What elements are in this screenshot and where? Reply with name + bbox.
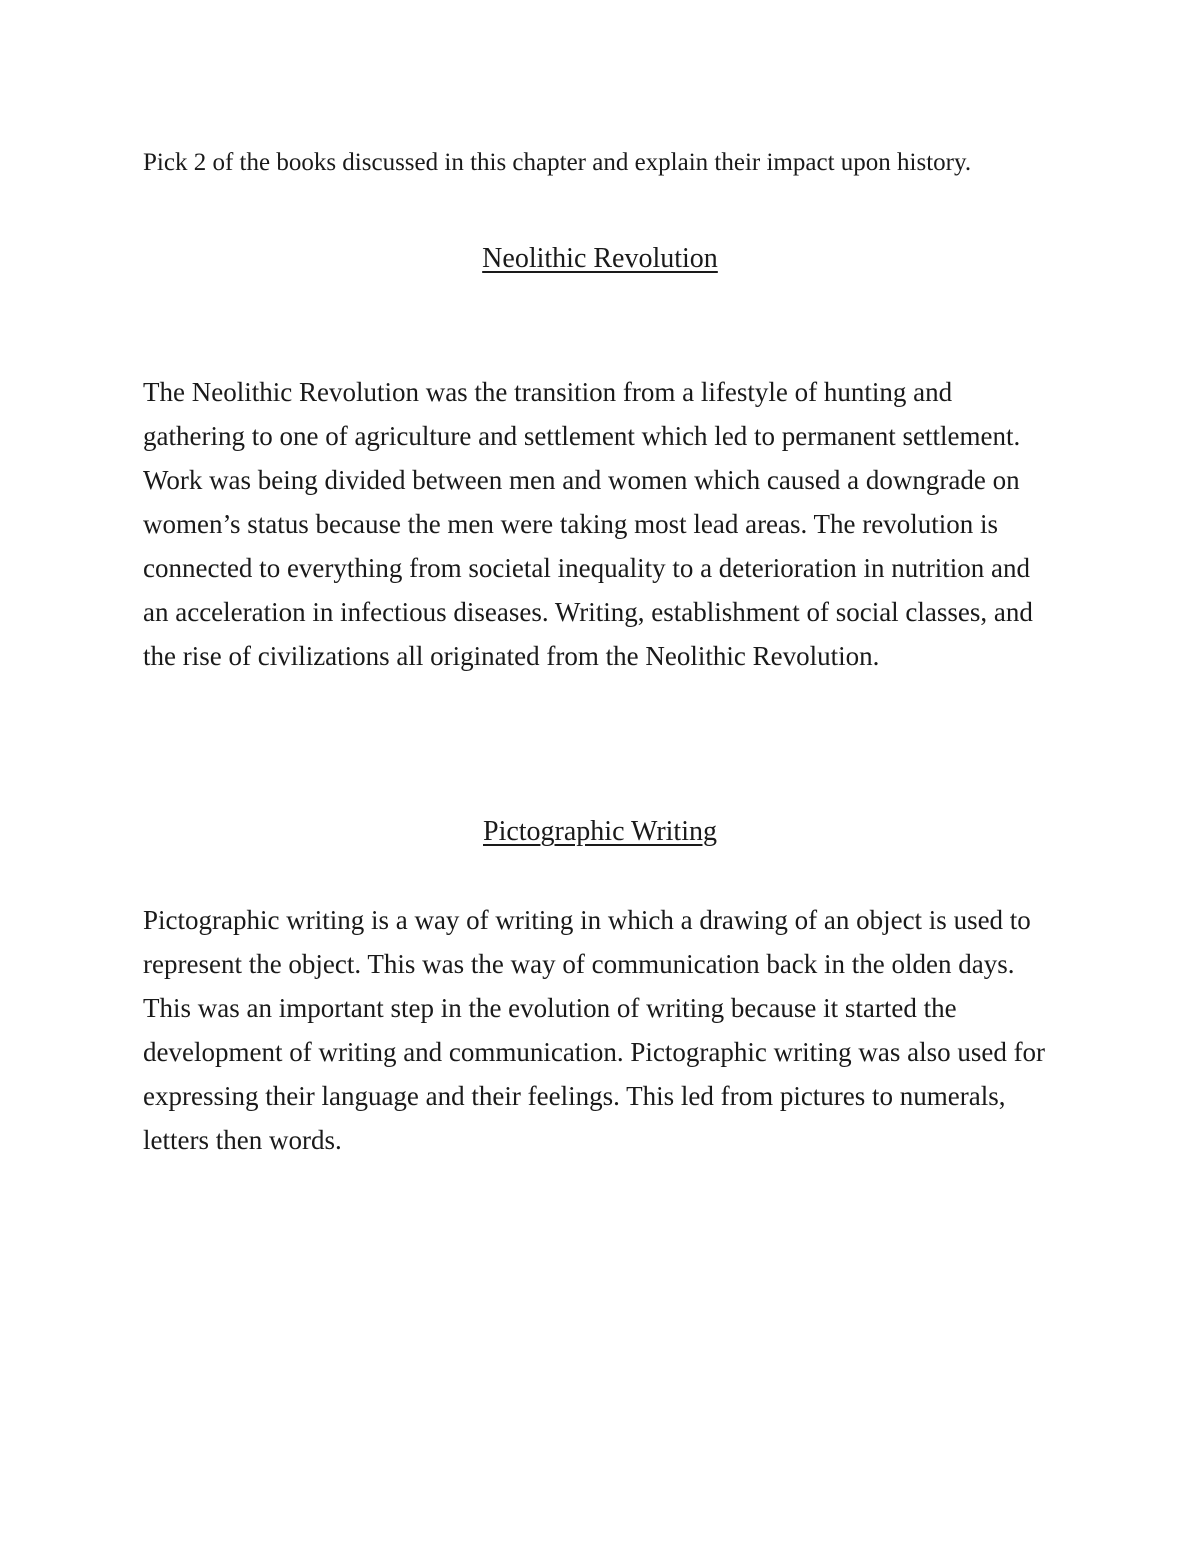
section-body-pictographic-writing: Pictographic writing is a way of writing in which a drawing of an object is used to represent the object. This was the way of communication back in the olden days. This was an important step in the evolution of writing because it started the development of writing and communication. Pictographic writing was also used for expressing their language and their feelings. This led from pictures to numerals, letters then words. <box>143 905 1046 1155</box>
section-body-neolithic-revolution: The Neolithic Revolution was the transition from a lifestyle of hunting and gathering to one of agriculture and settlement which led to permanent settlement. Work was being divided between men and women which caused a downgrade on women’s status because the men were taking most lead areas. The revolution is connected to everything from societal inequality to a deterioration in nutrition and an acceleration in infectious diseases. Writing, establishment of social classes, and the rise of civilizations all originated from the Neolithic Revolution. <box>143 377 1033 671</box>
section-heading-text: Pictographic Writing <box>483 816 717 847</box>
section-heading-pictographic-writing <box>0 814 1200 850</box>
section-heading-neolithic-revolution <box>0 241 1200 277</box>
section-heading-text: Neolithic Revolution <box>482 243 718 274</box>
assignment-prompt: Pick 2 of the books discussed in this chapter and explain their impact upon history. <box>143 149 972 176</box>
